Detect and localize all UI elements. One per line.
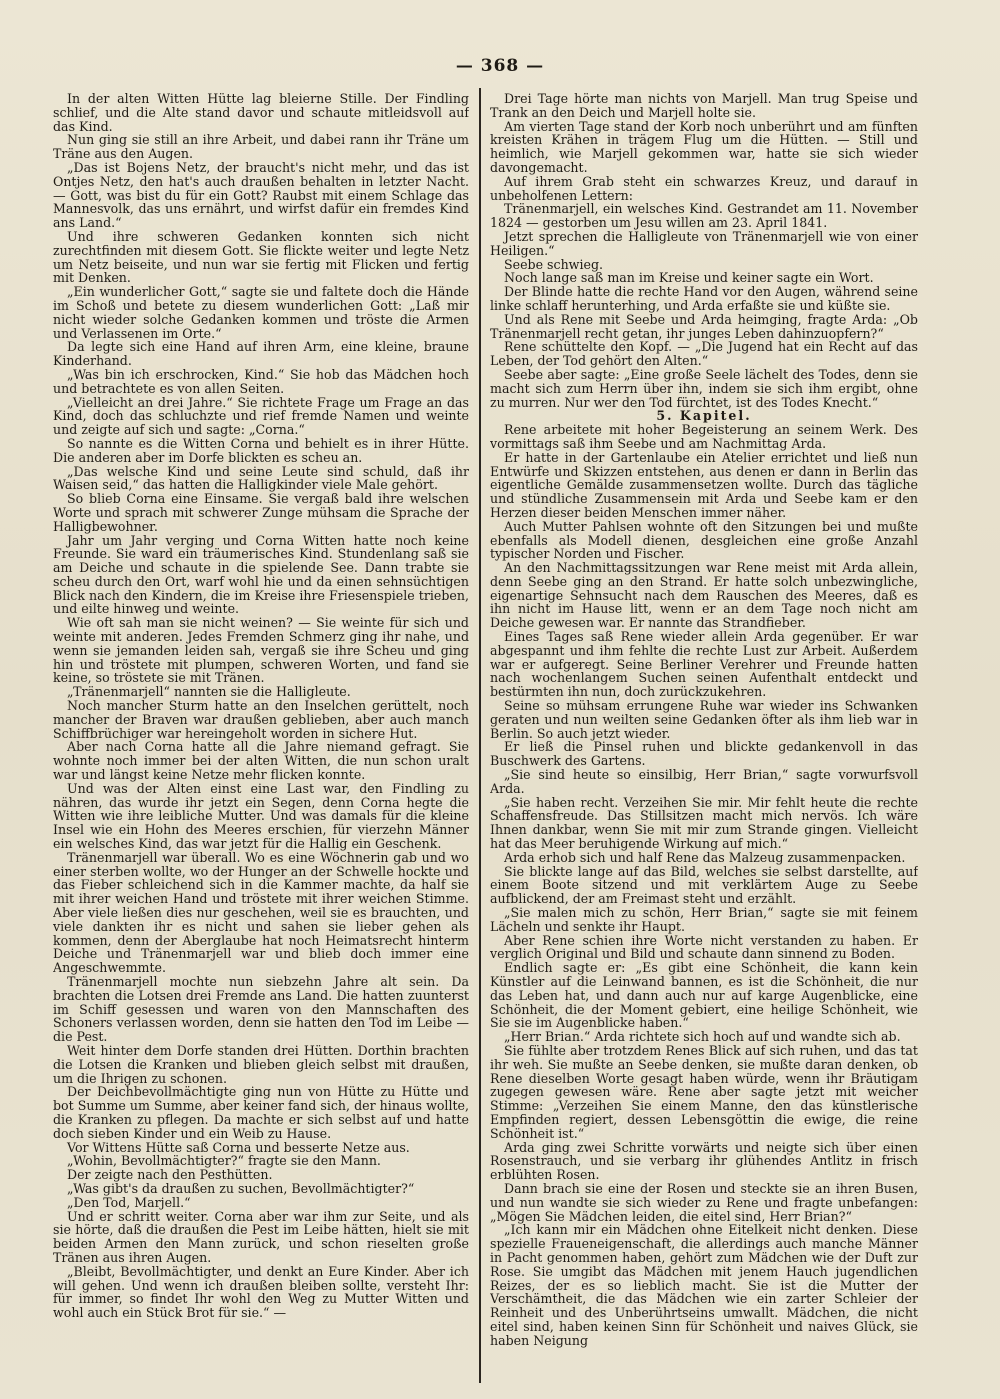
paragraph: „Das ist Bojens Netz, der braucht's nicht mehr, und das ist Ontjes Netz, den hat's auch draußen behalten in letzter Nacht. — Gott, was bist du für ein Gott? Raubst mit einem Schlage das Mannesvolk, das uns ernährt, und wirfst dafür ein fremdes Kind ans Land.“ — [53, 159, 469, 231]
paragraph: An den Nachmittagssitzungen war Rene meist mit Arda allein, denn Seebe ging an den Strand. Er hatte solch unbezwingliche, eigenartige Sehnsucht nach dem Rauschen des Meeres, daß es ihn nicht im Hause litt, wenn er an dem Tage noch nicht am Deiche gewesen war. Er nannte das Strandfieber. — [490, 560, 918, 631]
paragraph: Seebe schwieg. — [504, 256, 604, 272]
paragraph: Rene arbeitete mit hoher Begeisterung an seinem Werk. Des vormittags saß ihm Seebe und am Nachmittag Arda. — [490, 422, 918, 451]
paragraph: Jetzt sprechen die Halligleute von Tränenmarjell wie von einer Heiligen.“ — [490, 228, 918, 258]
paragraph: Und ihre schweren Gedanken konnten sich nicht zurechtfinden mit diesem Gott. Sie flickte weiter und legte Netz um Netz beiseite, und nun war sie fertig mit Flicken und fertig mit Denken. — [53, 228, 469, 286]
column-divider — [479, 88, 481, 1383]
paragraph: Weit hinter dem Dorfe standen drei Hütten. Dorthin brachten die Lotsen die Kranken und blieben gleich selbst mit draußen, um die Ihrigen zu schonen. — [53, 1042, 469, 1086]
paragraph: „Wohin, Bevollmächtigter?“ fragte sie den Mann. — [67, 1153, 381, 1169]
paragraph: Noch lange saß man im Kreise und keiner sagte ein Wort. — [504, 270, 874, 286]
paragraph: „Sie haben recht. Verzeihen Sie mir. Mir fehlt heute die rechte Schaffensfreude. Das Stillsitzen macht mich nervös. Ich wäre Ihnen dankbar, wenn Sie mit mir zum Strande gingen. Vielleicht hat das Meer beruhigende Wirkung auf mich.“ — [490, 794, 918, 852]
paragraph: Und er schritt weiter. Corna aber war ihm zur Seite, und als sie hörte, daß die draußen die Pest im Leibe hätten, hielt sie mit beiden Armen den Mann zurück, und schon rieselten große Tränen aus ihren Augen. — [53, 1208, 469, 1265]
paragraph: Auf ihrem Grab steht ein schwarzes Kreuz, und darauf in unbeholfenen Lettern: — [490, 173, 918, 203]
paragraph: Der Blinde hatte die rechte Hand vor den Augen, während seine linke schlaff herunterhing, und Arda erfaßte sie und küßte sie. — [490, 284, 918, 313]
paragraph: Der Deichbevollmächtigte ging nun von Hütte zu Hütte und bot Summe um Summe, aber keiner fand sich, der hinaus wollte, die Kranken zu pflegen. Da machte er sich selbst auf und hatte doch sieben Kinder und ein Weib zu Hause. — [53, 1084, 469, 1141]
paragraph: Noch mancher Sturm hatte an den Inselchen gerüttelt, noch mancher der Braven war draußen geblieben, aber auch manch Schiffbrüchiger war hereingeholt worden in sichere Hut. — [53, 698, 469, 741]
paragraph: „Ich kann mir ein Mädchen ohne Eitelkeit nicht denken. Diese spezielle Fraueneigenschaft, die allerdings auch manche Männer in Pacht genommen haben, gehört zum Mädchen wie der Duft zur Rose. Sie umgibt das Mädchen mit jenem Hauch jugendlichen Reizes, der es so lieblich macht. Sie ist die Mutter der Verschämtheit, die das Mädchen wie ein zarter Schleier der Reinheit und des Unberührtseins umwallt. Mädchen, die nicht eitel sind, haben keinen Sinn für Schönheit und naives Glück, sie haben Neigung — [490, 1222, 918, 1348]
paragraph: Dann brach sie eine der Rosen und steckte sie an ihren Busen, und nun wandte sie sich wieder zu Rene und fragte unbefangen: „Mögen Sie Mädchen leiden, die eitel sind, Herr Brian?“ — [490, 1180, 918, 1224]
paragraph: Arda ging zwei Schritte vorwärts und neigte sich über einen Rosenstrauch, und sie verbarg ihr glühendes Antlitz in frisch erblühten Rosen. — [490, 1139, 918, 1183]
paragraph: Arda erhob sich und half Rene das Malzeug zusammenpacken. — [504, 849, 906, 865]
right-column — [490, 92, 918, 1388]
paragraph: „Was bin ich erschrocken, Kind.“ Sie hob das Mädchen hoch und betrachtete es von allen Seiten. — [53, 366, 469, 396]
paragraph: „Den Tod, Marjell.“ — [67, 1194, 191, 1210]
paragraph: „Tränenmarjell“ nannten sie die Halligleute. — [67, 684, 351, 700]
paragraph: Er hatte in der Gartenlaube ein Atelier errichtet und ließ nun Entwürfe und Skizzen entstehen, aus denen er dann in Berlin das eigentliche Gemälde zusammensetzen wollte. Durch das tägliche und stündliche Zusammensein mit Arda und Seebe kam er den Herzen dieser beiden Menschen immer näher. — [490, 449, 918, 520]
paragraph: Seebe aber sagte: „Eine große Seele lächelt des Todes, denn sie macht sich zum Herrn über ihn, indem sie sich ihm ergibt, ohne zu murren. Nur wer den Tod fürchtet, ist des Todes Knecht.“ — [490, 366, 918, 410]
paragraph: Da legte sich eine Hand auf ihren Arm, eine kleine, braune Kinderhand. — [53, 339, 469, 369]
paragraph: Nun ging sie still an ihre Arbeit, und dabei rann ihr Träne um Träne aus den Augen. — [53, 132, 469, 162]
paragraph: „Vielleicht an drei Jahre.“ Sie richtete Frage um Frage an das Kind, doch das schluchzte und rief fremde Namen und weinte und zeigte auf sich und sagte: „Corna.“ — [53, 394, 469, 438]
paragraph: In der alten Witten Hütte lag bleierne Stille. Der Findling schlief, und die Alte stand davor und schaute mitleidsvoll auf das Kind. — [53, 92, 469, 134]
paragraph: „Bleibt, Bevollmächtigter, und denkt an Eure Kinder. Aber ich will gehen. Und wenn ich draußen bleiben sollte, versteht Ihr: für immer, so findet Ihr wohl den Weg zu Mutter Witten und wohl auch ein Stück Brot für sie.“ — — [53, 1263, 469, 1321]
paragraph: So blieb Corna eine Einsame. Sie vergaß bald ihre welschen Worte und sprach mit schwerer Zunge mühsam die Sprache der Halligbewohner. — [53, 491, 469, 534]
paragraph: „Sie malen mich zu schön, Herr Brian,“ sagte sie mit feinem Lächeln und senkte ihr Haupt. — [490, 905, 918, 934]
paragraph: Er ließ die Pinsel ruhen und blickte gedankenvoll in das Buschwerk des Gartens. — [490, 739, 918, 769]
paragraph: Sie fühlte aber trotzdem Renes Blick auf sich ruhen, und das tat ihr weh. Sie mußte an Seebe denken, sie mußte daran denken, ob Rene dieselben Worte gesagt haben würde, wenn ihr Bräutigam zugegen gewesen wäre. Rene aber sagte jetzt mit weicher Stimme: „Verzeihen Sie einem Manne, den das künstlerische Empfinden regiert, dessen Lebensgöttin die ewige, die reine Schönheit ist.“ — [490, 1042, 918, 1141]
paragraph: So nannte es die Witten Corna und behielt es in ihrer Hütte. Die anderen aber im Dorfe blickten es scheu an. — [53, 435, 469, 465]
paragraph: „Ein wunderlicher Gott,“ sagte sie und faltete doch die Hände im Schoß und betete zu diesem wunderlichen Gott: „Laß mir nicht wieder solche Gedanken kommen und tröste die Armen und Verlassenen im Orte.“ — [53, 284, 469, 341]
paragraph: Aber Rene schien ihre Worte nicht verstanden zu haben. Er verglich Original und Bild und schaute dann sinnend zu Boden. — [490, 932, 918, 962]
paragraph: Wie oft sah man sie nicht weinen? — Sie weinte für sich und weinte mit anderen. Jedes Fremden Schmerz ging ihr nahe, und wenn sie jemanden leiden sah, vergaß sie ihre Scheu und ging hin und tröstete mit plumpen, schweren Worten, und fand sie keine, so tröstete sie mit Tränen. — [53, 615, 469, 686]
paragraph: „Das welsche Kind und seine Leute sind schuld, daß ihr Waisen seid,“ das hatten die Halligkinder viele Male gehört. — [53, 463, 469, 493]
paragraph: „Herr Brian.“ Arda richtete sich hoch auf und wandte sich ab. — [504, 1029, 901, 1045]
paragraph: Rene schüttelte den Kopf. — „Die Jugend hat ein Recht auf das Leben, der Tod gehört den Alten.“ — [490, 339, 918, 369]
paragraph: Sie blickte lange auf das Bild, welches sie selbst darstellte, auf einem Boote sitzend und mit verklärtem Auge zu Seebe aufblickend, der am Freimast steht und erzählt. — [490, 863, 918, 907]
paragraph: Drei Tage hörte man nichts von Marjell. Man trug Speise und Trank an den Deich und Marjell holte sie. — [490, 92, 918, 120]
paragraph: Und was der Alten einst eine Last war, den Findling zu nähren, das wurde ihr jetzt ein Segen, denn Corna hegte die Witten wie ihre leibliche Mutter. Und was damals für die kleine Insel wie ein Hohn des Meeres erschien, für vierzehn Männer ein welsches Kind, das war jetzt für die Hallig ein Geschenk. — [53, 780, 469, 852]
paragraph: Seine so mühsam errungene Ruhe war wieder ins Schwanken geraten und nun weilten seine Gedanken öfter als ihm lieb war in Berlin. So auch jetzt wieder. — [490, 698, 918, 741]
chapter-heading: 5. Kapitel. — [656, 408, 752, 424]
paragraph: „Was gibt's da draußen zu suchen, Bevollmächtigter?“ — [67, 1180, 415, 1196]
paragraph: Am vierten Tage stand der Korb noch unberührt und am fünften kreisten Krähen in trägem Flug um die Hütten. — Still und heimlich, wie Marjell gekommen war, hatte sie sich wieder davongemacht. — [490, 118, 918, 175]
paragraph: Endlich sagte er: „Es gibt eine Schönheit, die kann kein Künstler auf die Leinwand bannen, es ist die Schönheit, die nur das Leben hat, und dann auch nur auf karge Augenblicke, eine Schönheit, die der Moment gebiert, eine heilige Schönheit, wie Sie sie im Augenblicke haben.“ — [490, 960, 918, 1031]
paragraph: Auch Mutter Pahlsen wohnte oft den Sitzungen bei und mußte ebenfalls als Modell dienen, desgleichen eine große Anzahl typischer Norden und Fischer. — [490, 518, 918, 562]
paragraph: Tränenmarjell, ein welsches Kind. Gestrandet am 11. November 1824 — gestorben um Jesu willen am 23. April 1841. — [490, 201, 918, 231]
paragraph: Der zeigte nach den Pesthütten. — [67, 1167, 273, 1183]
left-column — [53, 92, 469, 1388]
paragraph: Tränenmarjell war überall. Wo es eine Wöchnerin gab und wo einer sterben wollte, wo der Hunger an der Schwelle hockte und das Fieber schleichend sich in die Kammer machte, da half sie mit ihrer weichen Hand und tröstete mit ihrer weichen Stimme. Aber viele ließen dies nur geschehen, weil sie es brauchten, und viele dankten ihr es nicht und sahen sie lieber gehen als kommen, denn der Aberglaube hat noch Heimatsrecht hinterm Deiche und Tränenmarjell war und blieb doch immer eine Angeschwemmte. — [53, 849, 469, 976]
paragraph: Aber nach Corna hatte all die Jahre niemand gefragt. Sie wohnte noch immer bei der alten Witten, die nun schon uralt war und längst keine Netze mehr flicken konnte. — [53, 739, 469, 783]
paragraph: Jahr um Jahr verging und Corna Witten hatte noch keine Freunde. Sie ward ein träumerisches Kind. Stundenlang saß sie am Deiche und schaute in die spielende See. Dann trabte sie scheu durch den Ort, warf wohl hie und da einen sehnsüchtigen Blick nach den Kindern, die im Kreise ihre Friesenspiele trieben, und eilte hinweg und weinte. — [53, 532, 469, 617]
page-number: — 368 — — [455, 56, 545, 76]
paragraph: Vor Wittens Hütte saß Corna und besserte Netze aus. — [67, 1139, 410, 1155]
paragraph: Eines Tages saß Rene wieder allein Arda gegenüber. Er war abgespannt und ihm fehlte die rechte Lust zur Arbeit. Außerdem war er aufgeregt. Seine Berliner Verehrer und Freunde hatten nach wochenlangem Suchen seinen Aufenthalt entdeckt und bestürmten ihn nun, doch zurückzukehren. — [490, 629, 918, 700]
paragraph: Und als Rene mit Seebe und Arda heimging, fragte Arda: „Ob Tränenmarjell recht getan, ihr junges Leben dahinzuopfern?“ — [490, 311, 918, 341]
paragraph: „Sie sind heute so einsilbig, Herr Brian,“ sagte vorwurfsvoll Arda. — [490, 767, 918, 796]
paragraph: Tränenmarjell mochte nun siebzehn Jahre alt sein. Da brachten die Lotsen drei Fremde ans Land. Die hatten zuunterst im Schiff gesessen und waren von den Mannschaften des Schoners verlassen worden, denn sie hatten den Tod im Leibe — die Pest. — [53, 974, 469, 1045]
